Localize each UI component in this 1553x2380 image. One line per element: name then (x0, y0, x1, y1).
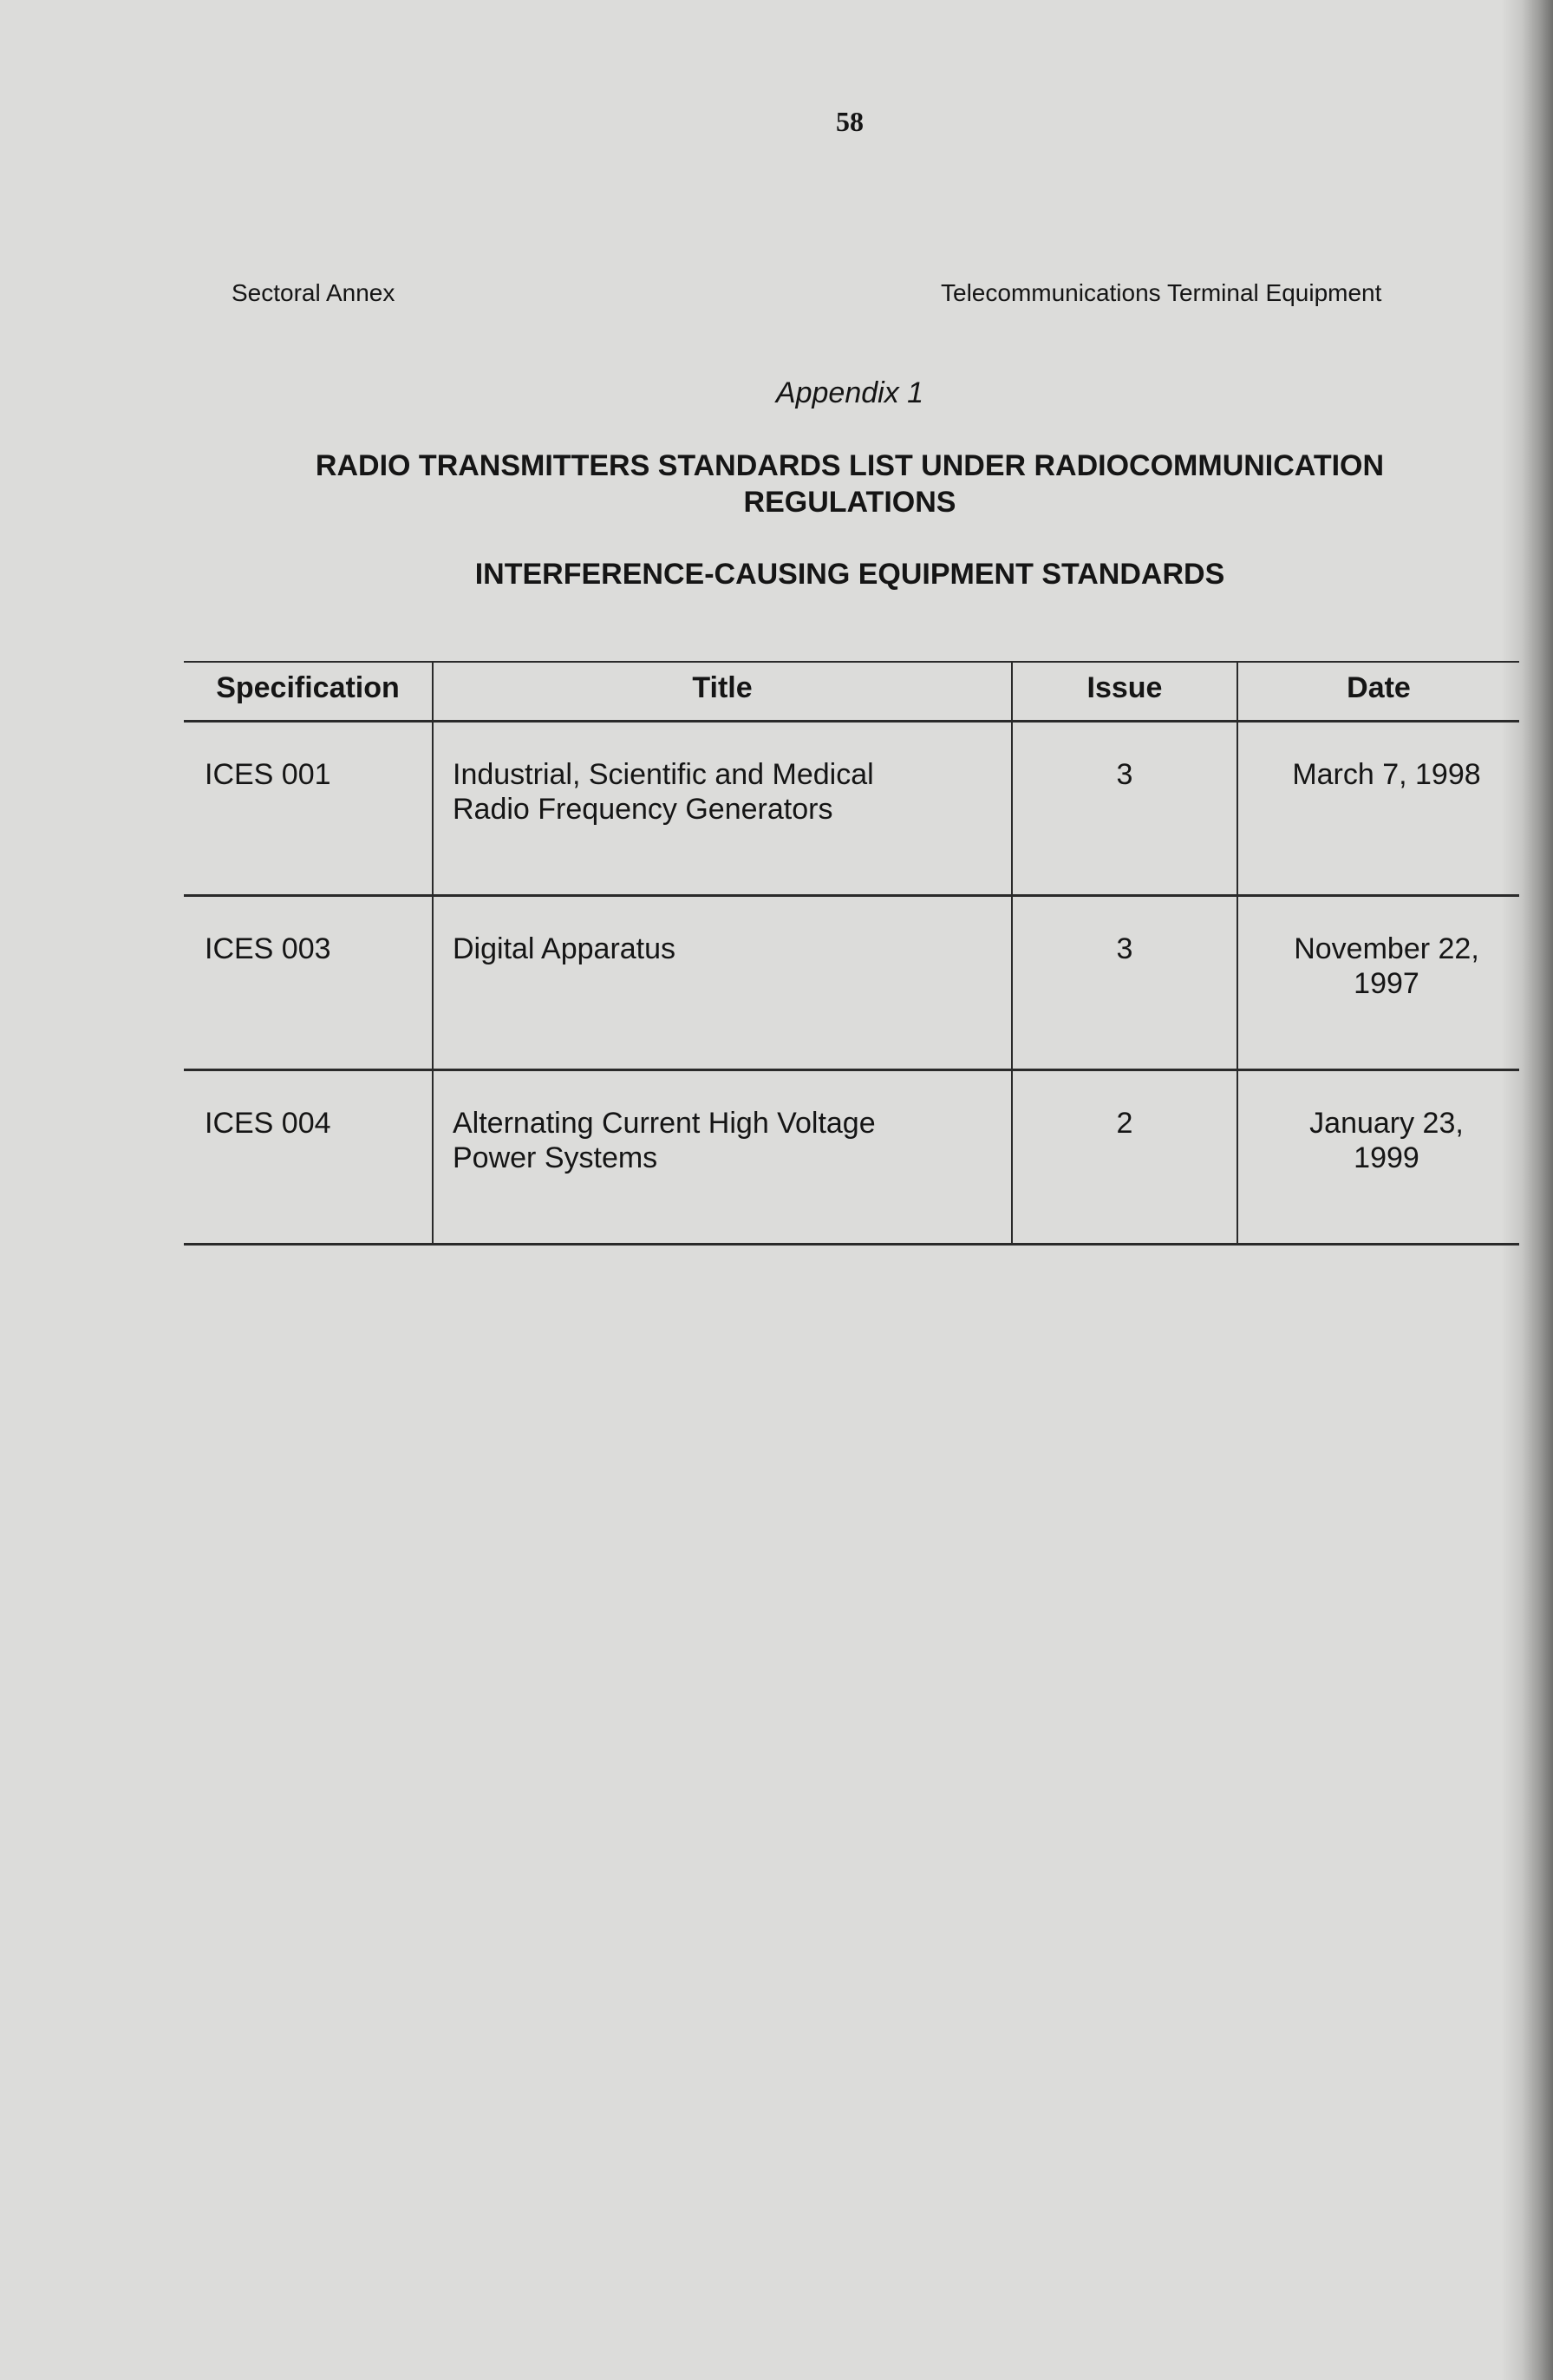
cell-issue: 2 (1012, 1070, 1237, 1245)
cell-date (1237, 722, 1519, 896)
cell-specification: ICES 003 (184, 896, 433, 1070)
page-number: 58 (836, 106, 864, 137)
cell-date (1237, 896, 1519, 1070)
table-row (184, 1070, 1519, 1245)
title-line-2: REGULATIONS (743, 486, 956, 519)
cell-title-line: Industrial, Scientific and Medical (453, 758, 874, 791)
table-row (184, 896, 1519, 1070)
standards-table-container (184, 661, 1519, 1246)
cell-date (1237, 1070, 1519, 1245)
cell-issue: 3 (1012, 722, 1237, 896)
cell-title-line: Radio Frequency Generators (453, 793, 833, 826)
cell-specification: ICES 001 (184, 722, 433, 896)
cell-date-line: November 22, (1294, 932, 1479, 965)
title-line-1: RADIO TRANSMITTERS STANDARDS LIST UNDER RADIOCOMMUNICATION (315, 449, 1385, 482)
cell-date-line: 1997 (1354, 967, 1419, 1000)
cell-title (433, 896, 1012, 1070)
cell-title-line: Alternating Current High Voltage (453, 1107, 876, 1140)
cell-title (433, 1070, 1012, 1245)
header-specification: Specification (184, 662, 433, 722)
header-issue: Issue (1012, 662, 1237, 722)
cell-date-line: March 7, 1998 (1292, 758, 1481, 791)
cell-title-line: Power Systems (453, 1141, 658, 1174)
running-header-left: Sectoral Annex (232, 279, 395, 306)
cell-specification: ICES 004 (184, 1070, 433, 1245)
running-header-right: Telecommunications Terminal Equipment (941, 279, 1382, 306)
cell-date-line: January 23, (1309, 1107, 1464, 1140)
table-header-row (184, 662, 1519, 722)
table-row (184, 722, 1519, 896)
cell-title (433, 722, 1012, 896)
cell-date-line: 1999 (1354, 1141, 1419, 1174)
document-title (260, 448, 1439, 520)
header-title: Title (433, 662, 1012, 722)
cell-issue: 3 (1012, 896, 1237, 1070)
document-subtitle: INTERFERENCE-CAUSING EQUIPMENT STANDARDS (474, 558, 1225, 591)
header-date: Date (1237, 662, 1519, 722)
standards-table (184, 661, 1519, 1246)
appendix-label: Appendix 1 (775, 376, 924, 409)
cell-title-line: Digital Apparatus (453, 932, 676, 965)
